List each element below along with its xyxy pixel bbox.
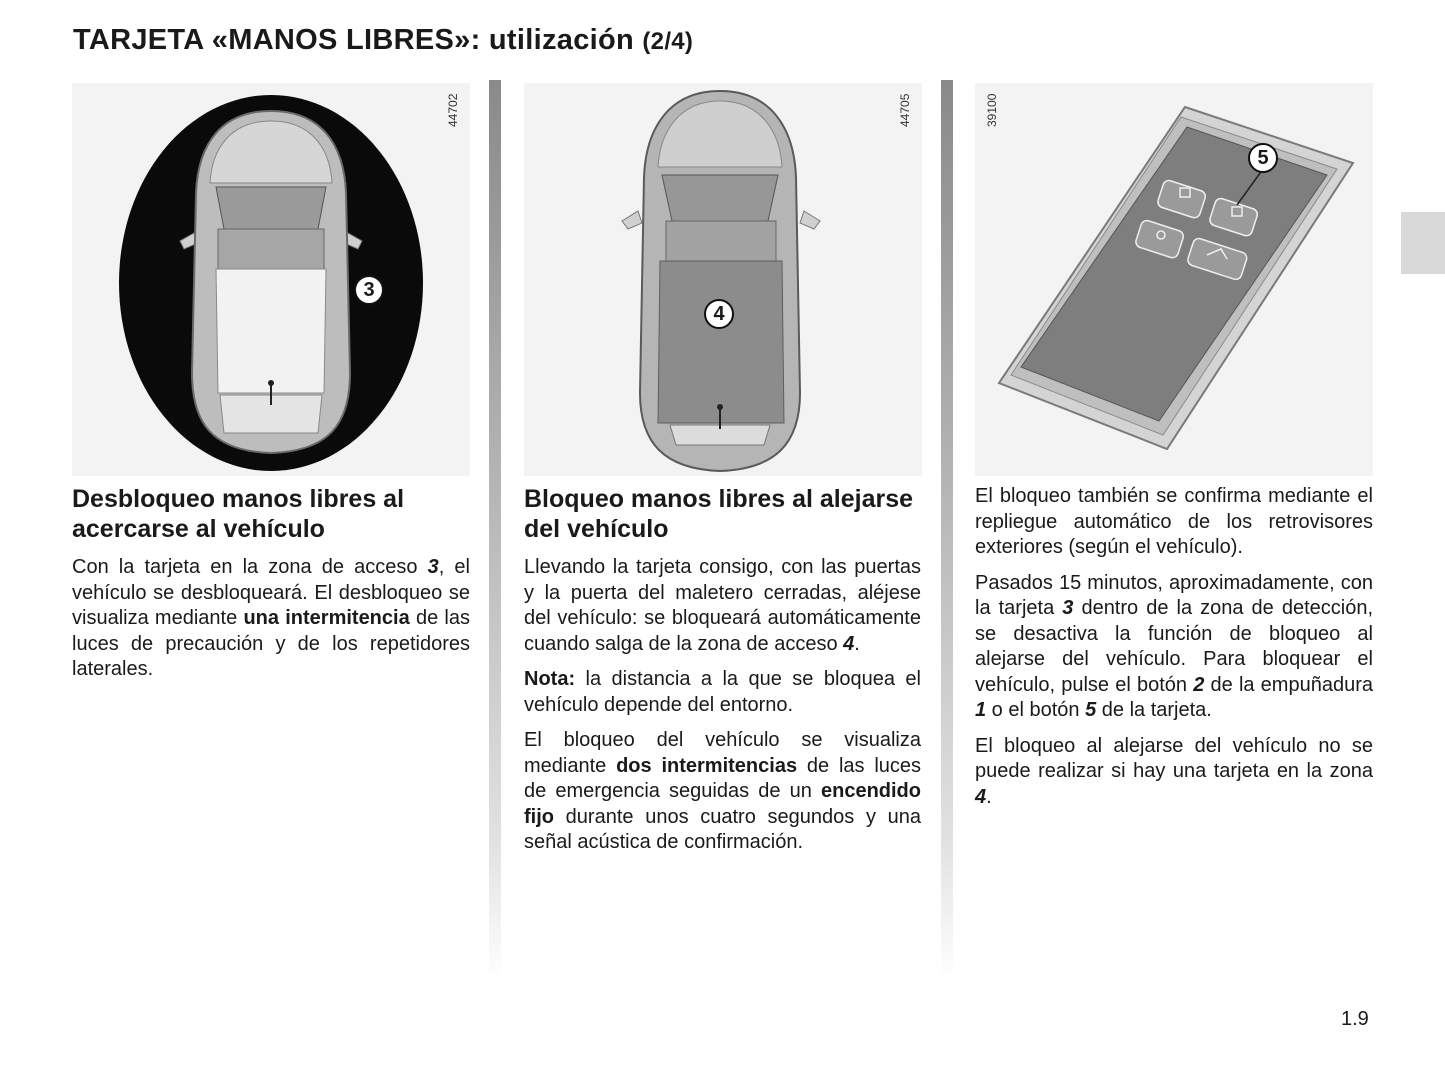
paragraph [975, 734, 1373, 811]
text-run: El bloqueo del vehículo se visualiza mediante [524, 729, 921, 777]
figure-reference-number: 39100 [985, 93, 999, 127]
figure-reference-number: 44705 [898, 93, 912, 127]
column-2-text [524, 555, 921, 866]
text-run: de la tarjeta. [1096, 699, 1212, 721]
text-run: dentro de la zona de detección, se desactiva la función de bloqueo al alejarse del vehículo. Para bloquear el vehículo, pulse el botón [975, 597, 1374, 696]
section-heading-lock: Bloqueo manos libres al alejarse del vehículo [524, 485, 914, 543]
paragraph [975, 484, 1373, 561]
text-run: Pasados 15 minutos, aproximadamente, con la tarjeta [975, 571, 1373, 619]
text-run: de las luces de emergencia seguidas de un [524, 754, 922, 802]
emphasis-text: encendido fijo [524, 780, 921, 828]
car-top-view-illustration [524, 83, 922, 476]
reference-number: 4 [975, 785, 987, 808]
text-run: . [854, 632, 860, 655]
emphasis-text: dos intermitencias [616, 754, 798, 777]
column-3-text [975, 484, 1373, 820]
reference-number: 3 [427, 556, 439, 578]
text-run: de la empuñadura [1204, 673, 1373, 696]
reference-number: 5 [1085, 699, 1097, 721]
callout-marker: 3 [354, 275, 384, 305]
reference-number: 1 [975, 699, 987, 721]
page-title-text: TARJETA «MANOS LIBRES»: utilización [73, 24, 635, 56]
figure-access-zone-lock [524, 83, 922, 476]
page-title-suffix: (2/4) [642, 28, 694, 55]
emphasis-text: una intermitencia [243, 607, 410, 629]
hands-free-card-illustration [975, 83, 1373, 476]
paragraph [72, 555, 470, 683]
note-label: Nota: [524, 668, 576, 690]
callout-marker: 4 [704, 299, 734, 329]
reference-number: 3 [1062, 597, 1074, 619]
text-run: de las luces de precaución y de los repetidores laterales. [72, 607, 470, 680]
paragraph [975, 571, 1373, 724]
column-divider-1 [489, 80, 501, 980]
text-run: El bloqueo al alejarse del vehículo no se puede realizar si hay una tarjeta en la zona [975, 734, 1373, 782]
page-number: 1.9 [1341, 1008, 1369, 1030]
text-run: Llevando la tarjeta consigo, con las puertas y la puerta del maletero cerradas, aléjese del vehículo: se bloqueará automáticamente cuando salga de la zona de acceso [524, 556, 921, 655]
figure-hands-free-card [975, 83, 1373, 476]
text-run: o el botón [986, 699, 1086, 721]
text-run: durante unos cuatro segundos y una señal acústica de confirmación. [524, 805, 921, 853]
reference-number: 4 [843, 632, 855, 655]
column-1-text [72, 555, 470, 693]
text-run: Con la tarjeta en la zona de acceso [72, 556, 428, 578]
reference-number: 2 [1193, 673, 1205, 696]
page-title [73, 24, 693, 57]
figure-access-zone-unlock [72, 83, 470, 476]
column-divider-2 [941, 80, 953, 980]
paragraph [524, 667, 921, 718]
paragraph [524, 728, 921, 856]
figure-reference-number: 44702 [446, 93, 460, 127]
text-run: , el vehículo se desbloqueará. El desbloqueo se visualiza mediante [72, 556, 470, 629]
text-run: . [986, 785, 992, 808]
section-tab-marker [1401, 212, 1445, 274]
paragraph [524, 555, 921, 657]
section-heading-unlock: Desbloqueo manos libres al acercarse al vehículo [72, 485, 405, 543]
text-run: la distancia a la que se bloquea el vehículo depende del entorno. [524, 668, 921, 716]
callout-marker: 5 [1248, 143, 1278, 173]
text-run: El bloqueo también se confirma mediante el repliegue automático de los retrovisores exteriores (según el vehículo). [975, 485, 1373, 558]
car-top-view-illustration [72, 83, 470, 476]
